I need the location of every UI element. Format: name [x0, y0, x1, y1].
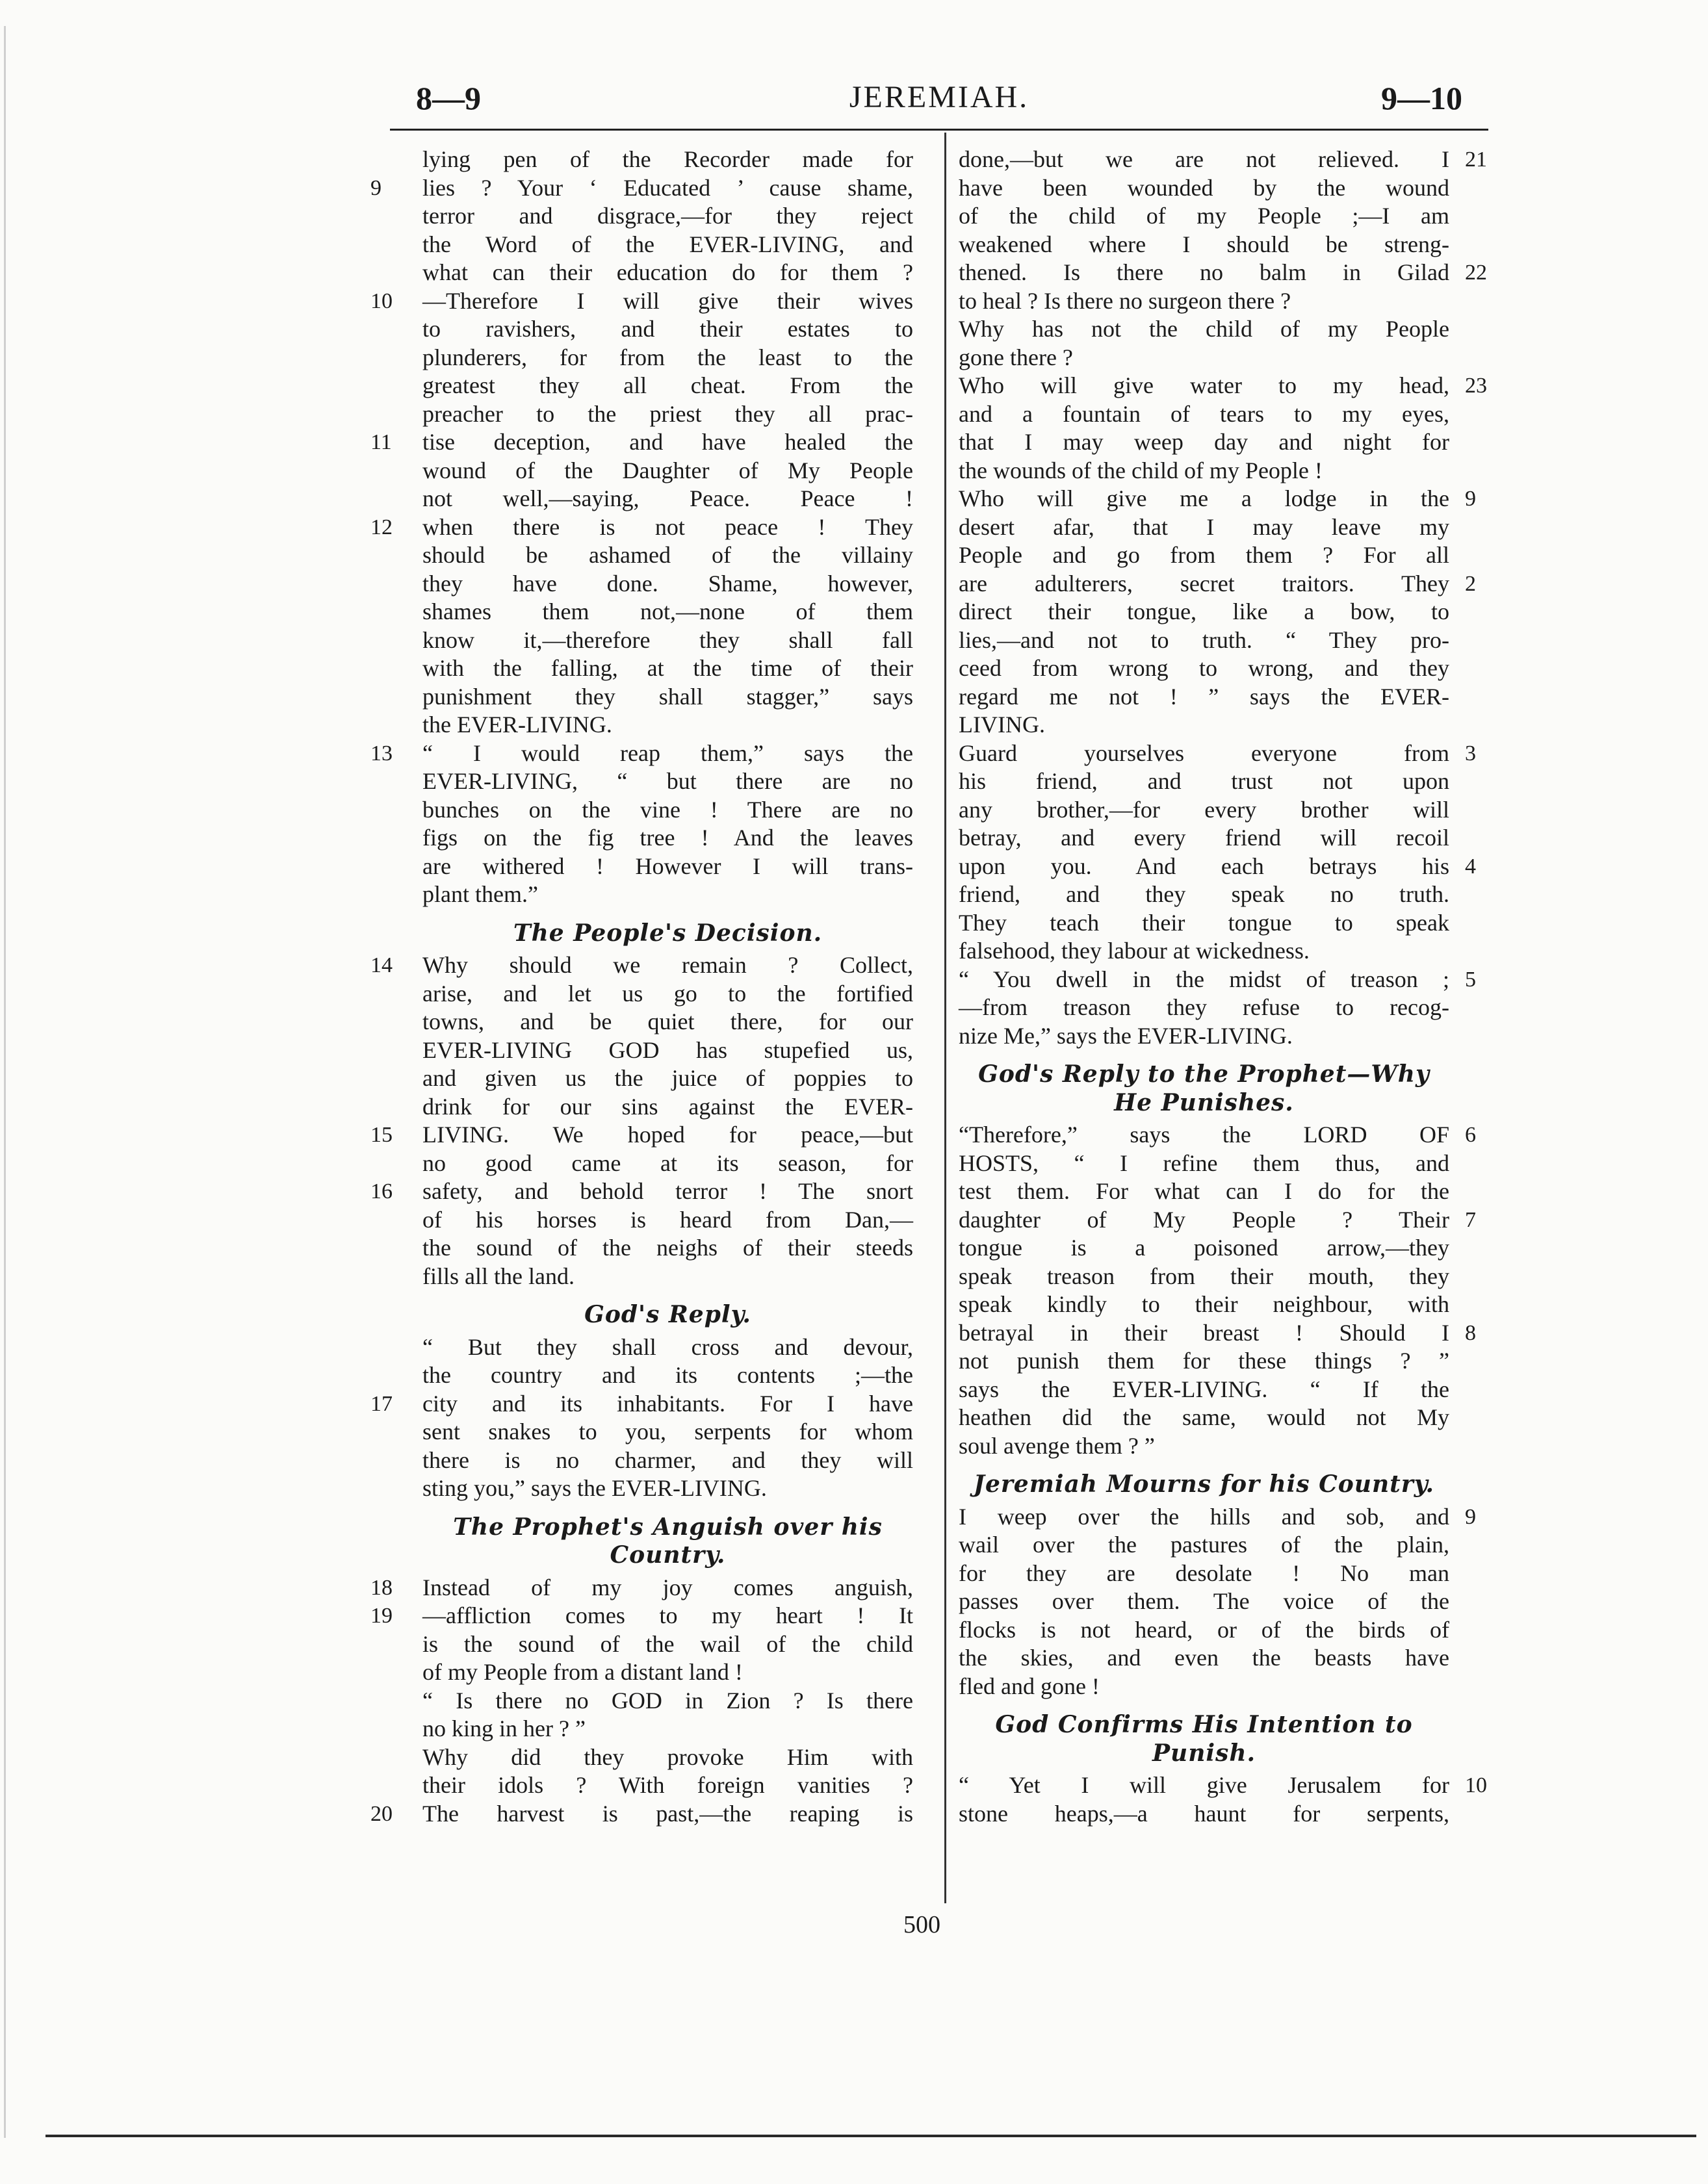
text-line	[422, 1474, 913, 1503]
text-line	[959, 202, 1449, 231]
text-line	[959, 400, 1449, 429]
line-text: wound of the Daughter of My People	[422, 457, 913, 483]
section-heading: The People's Decision.	[513, 919, 823, 947]
text-line	[422, 683, 913, 712]
line-text: is the sound of the wail of the child	[422, 1630, 913, 1657]
text-line	[959, 541, 1449, 570]
line-text: shames them not,—none of them	[422, 598, 913, 624]
line-text: for they are desolate ! No man	[959, 1560, 1449, 1586]
header-book-title: JEREMIAH.	[849, 80, 1029, 114]
line-text: the skies, and even the beasts have	[959, 1645, 1449, 1671]
line-text: regard me not ! ” says the EVER-	[959, 683, 1449, 710]
line-text: his friend, and trust not upon	[959, 768, 1449, 794]
verse-number: 19	[370, 1604, 393, 1628]
right-text-block-b	[959, 1121, 1476, 1460]
line-text: stone heaps,—a haunt for serpents,	[959, 1800, 1449, 1827]
text-line	[422, 711, 913, 739]
text-line	[959, 1404, 1449, 1432]
text-line	[422, 1715, 913, 1743]
left-text-block-a	[370, 146, 913, 909]
text-line	[370, 1574, 913, 1602]
text-line	[959, 1503, 1476, 1532]
line-text: to heal ? Is there no surgeon there ?	[959, 287, 1291, 314]
text-line	[959, 1206, 1476, 1235]
running-header	[390, 79, 1488, 125]
line-text: punishment they shall stagger,” says	[422, 683, 913, 710]
text-line	[959, 767, 1449, 796]
text-line	[959, 853, 1476, 881]
text-line	[959, 1800, 1449, 1829]
line-text: Why has not the child of my People	[959, 316, 1449, 342]
text-line	[422, 1036, 913, 1065]
text-line	[959, 1644, 1449, 1673]
text-line	[959, 1531, 1449, 1560]
text-line	[422, 202, 913, 231]
verse-number: 12	[370, 515, 393, 539]
verse-number: 11	[370, 430, 392, 454]
text-line	[422, 146, 913, 174]
text-line	[959, 1616, 1449, 1645]
line-text: Why should we remain ? Collect,	[422, 952, 913, 978]
text-line	[370, 1177, 913, 1206]
line-text: of his horses is heard from Dan,—	[422, 1206, 913, 1233]
text-line	[959, 1263, 1449, 1291]
text-line	[422, 796, 913, 825]
line-text: lying pen of the Recorder made for	[422, 146, 913, 172]
line-text: of the child of my People ;—I am	[959, 203, 1449, 229]
text-line	[422, 1008, 913, 1036]
line-text: upon you. And each betrays his	[959, 853, 1449, 879]
verse-number: 7	[1465, 1207, 1476, 1232]
line-text: desert afar, that I may leave my	[959, 513, 1449, 540]
text-line	[370, 739, 913, 768]
text-line	[959, 796, 1449, 825]
text-line	[959, 457, 1449, 485]
line-text: are adulterers, secret traitors. They	[959, 570, 1449, 597]
line-text: “ But they shall cross and devour,	[422, 1333, 913, 1360]
text-line	[422, 1150, 913, 1178]
text-line	[959, 146, 1487, 174]
line-text: towns, and be quiet there, for our	[422, 1008, 913, 1034]
verse-number: 6	[1465, 1123, 1476, 1147]
text-line	[959, 824, 1449, 853]
text-line	[959, 909, 1449, 938]
text-line	[370, 174, 913, 203]
text-line	[370, 513, 913, 542]
text-line	[959, 1347, 1449, 1376]
left-column	[370, 146, 913, 1828]
text-line	[959, 654, 1449, 683]
text-line	[422, 1687, 913, 1715]
line-text: “ Yet I will give Jerusalem for	[959, 1772, 1449, 1798]
text-line	[422, 1658, 913, 1687]
left-text-block-b	[370, 951, 913, 1291]
header-chapter-left: 8—9	[416, 80, 481, 116]
text-line	[959, 739, 1476, 768]
text-line	[959, 1587, 1449, 1616]
text-line	[422, 1771, 913, 1800]
line-text: lies ? Your ‘ Educated ’ cause shame,	[422, 174, 913, 201]
section-heading: God's Reply.	[584, 1301, 751, 1328]
text-line	[422, 1093, 913, 1122]
line-text: and a fountain of tears to my eyes,	[959, 400, 1449, 427]
text-line	[422, 1418, 913, 1446]
line-text: The harvest is past,—the reaping is	[422, 1800, 913, 1827]
verse-number: 9	[1465, 1504, 1476, 1529]
left-text-block-c	[370, 1333, 913, 1503]
line-text: of my People from a distant land !	[422, 1659, 743, 1685]
section-heading: God Confirms His Intention to	[995, 1711, 1413, 1738]
line-text: should be ashamed of the villainy	[422, 542, 913, 568]
text-line	[959, 1022, 1449, 1051]
text-line	[370, 428, 913, 457]
line-text: done,—but we are not relieved. I	[959, 146, 1449, 172]
text-line	[959, 1673, 1449, 1701]
text-line	[422, 570, 913, 598]
line-text: to ravishers, and their estates to	[422, 316, 913, 342]
line-text: betrayal in their breast ! Should I	[959, 1319, 1449, 1346]
section-heading: Jeremiah Mourns for his Country.	[973, 1471, 1435, 1498]
line-text: direct their tongue, like a bow, to	[959, 598, 1449, 624]
line-text: test them. For what can I do for the	[959, 1178, 1449, 1204]
line-text: says the EVER-LIVING. “ If the	[959, 1376, 1449, 1402]
header-rule	[390, 129, 1488, 131]
line-text: fills all the land.	[422, 1263, 575, 1289]
text-line	[959, 513, 1449, 542]
text-line	[422, 1234, 913, 1263]
line-text: fled and gone !	[959, 1673, 1100, 1699]
line-text: not punish them for these things ? ”	[959, 1348, 1449, 1374]
text-line	[370, 1602, 913, 1630]
section-heading-continued: Punish.	[1152, 1739, 1256, 1767]
section-heading: God's Reply to the Prophet—Why	[978, 1060, 1430, 1088]
text-line	[422, 344, 913, 372]
text-line	[422, 980, 913, 1008]
line-text: weakened where I should be streng-	[959, 231, 1449, 257]
right-text-block-d	[959, 1771, 1487, 1828]
line-text: plant them.”	[422, 881, 538, 907]
text-line	[959, 1291, 1449, 1319]
line-text: city and its inhabitants. For I have	[422, 1390, 913, 1417]
header-chapter-right: 9—10	[1381, 80, 1462, 116]
text-line	[422, 1361, 913, 1390]
verse-number: 4	[1465, 854, 1476, 879]
text-line	[422, 541, 913, 570]
line-text: —Therefore I will give their wives	[422, 287, 913, 314]
line-text: Who will give water to my head,	[959, 372, 1449, 398]
verse-number: 15	[370, 1123, 393, 1147]
line-text: Guard yourselves everyone from	[959, 739, 1449, 766]
line-text: Instead of my joy comes anguish,	[422, 1574, 913, 1600]
line-text: heathen did the same, would not My	[959, 1404, 1449, 1430]
line-text: safety, and behold terror ! The snort	[422, 1178, 913, 1204]
line-text: tise deception, and have healed the	[422, 429, 913, 455]
line-text: that I may weep day and night for	[959, 429, 1449, 455]
verse-number: 18	[370, 1575, 393, 1600]
text-line	[959, 259, 1487, 287]
text-line	[959, 626, 1449, 655]
text-line	[959, 1150, 1449, 1178]
line-text: bunches on the vine ! There are no	[422, 796, 913, 823]
text-line	[959, 711, 1449, 739]
text-line	[422, 372, 913, 400]
line-text: sting you,” says the EVER-LIVING.	[422, 1475, 767, 1501]
line-text: They teach their tongue to speak	[959, 909, 1449, 936]
line-text: EVER-LIVING, “ but there are no	[422, 768, 913, 794]
line-text: daughter of My People ? Their	[959, 1206, 1449, 1233]
line-text: passes over them. The voice of the	[959, 1588, 1449, 1614]
text-line	[959, 937, 1449, 966]
text-line	[370, 1121, 913, 1150]
line-text: the country and its contents ;—the	[422, 1362, 913, 1388]
text-line	[959, 372, 1487, 400]
line-text: drink for our sins against the EVER-	[422, 1093, 913, 1120]
text-line	[422, 315, 913, 344]
text-line	[959, 1560, 1449, 1588]
line-text: sent snakes to you, serpents for whom	[422, 1419, 913, 1445]
text-line	[959, 344, 1449, 372]
verse-number: 13	[370, 741, 393, 765]
line-text: falsehood, they labour at wickedness.	[959, 938, 1310, 964]
verse-number: 2	[1465, 571, 1476, 596]
text-line	[959, 428, 1449, 457]
text-line	[370, 1390, 913, 1419]
line-text: “Therefore,” says the LORD OF	[959, 1122, 1449, 1148]
section-heading: The Prophet's Anguish over his	[453, 1513, 883, 1541]
column-divider	[944, 133, 946, 1903]
text-line	[422, 1333, 913, 1362]
text-line	[422, 485, 913, 513]
line-text: figs on the fig tree ! And the leaves	[422, 825, 913, 851]
text-line	[959, 485, 1476, 513]
text-line	[422, 1743, 913, 1772]
text-line	[422, 654, 913, 683]
line-text: People and go from them ? For all	[959, 542, 1449, 568]
left-text-block-d	[370, 1574, 913, 1829]
line-text: terror and disgrace,—for they reject	[422, 203, 913, 229]
line-text: speak treason from their mouth, they	[959, 1263, 1449, 1289]
text-line	[959, 598, 1449, 626]
scan-edge	[4, 26, 6, 2138]
text-line	[422, 767, 913, 796]
section-heading-continued: He Punishes.	[1114, 1088, 1294, 1116]
text-line	[959, 966, 1476, 994]
text-line	[422, 824, 913, 853]
text-line	[959, 1771, 1487, 1800]
verse-number: 3	[1465, 741, 1476, 765]
line-text: they have done. Shame, however,	[422, 570, 913, 597]
verse-number: 20	[370, 1801, 393, 1826]
line-text: tongue is a poisoned arrow,—they	[959, 1235, 1449, 1261]
line-text: Why did they provoke Him with	[422, 1743, 913, 1770]
text-line	[370, 1800, 913, 1829]
line-text: gone there ?	[959, 344, 1073, 370]
line-text: LIVING.	[959, 712, 1045, 738]
line-text: know it,—therefore they shall fall	[422, 626, 913, 653]
text-line	[422, 400, 913, 429]
line-text: flocks is not heard, or of the birds of	[959, 1616, 1449, 1643]
text-line	[959, 1432, 1449, 1461]
page-number: 500	[903, 1911, 940, 1938]
text-line	[959, 994, 1449, 1022]
line-text: soul avenge them ? ”	[959, 1432, 1155, 1459]
line-text: not well,—saying, Peace. Peace !	[422, 485, 913, 511]
text-line	[959, 570, 1476, 598]
line-text: I weep over the hills and sob, and	[959, 1503, 1449, 1530]
line-text: their idols ? With foreign vanities ?	[422, 1772, 913, 1798]
right-text-block-a	[959, 146, 1487, 1050]
text-line	[959, 1121, 1476, 1150]
line-text: there is no charmer, and they will	[422, 1446, 913, 1473]
line-text: nize Me,” says the EVER-LIVING.	[959, 1022, 1293, 1049]
verse-number: 23	[1465, 374, 1487, 398]
line-text: speak kindly to their neighbour, with	[959, 1291, 1449, 1317]
line-text: when there is not peace ! They	[422, 513, 913, 540]
line-text: with the falling, at the time of their	[422, 655, 913, 681]
text-line	[422, 457, 913, 485]
verse-number: 10	[1465, 1773, 1487, 1797]
verse-number: 21	[1465, 148, 1487, 172]
text-line	[959, 1319, 1476, 1348]
verse-number: 17	[370, 1391, 393, 1416]
verse-number: 8	[1465, 1320, 1476, 1345]
line-text: plunderers, for from the least to the	[422, 344, 913, 370]
verse-number: 16	[370, 1179, 393, 1203]
line-text: any brother,—for every brother will	[959, 796, 1449, 823]
text-line	[422, 1446, 913, 1475]
verse-number: 5	[1465, 967, 1476, 992]
text-line	[422, 598, 913, 626]
line-text: ceed from wrong to wrong, and they	[959, 655, 1449, 681]
right-column	[959, 146, 1487, 1828]
text-line	[422, 880, 913, 909]
text-line	[959, 880, 1449, 909]
text-line	[370, 287, 913, 316]
line-text: EVER-LIVING GOD has stupefied us,	[422, 1036, 913, 1063]
text-line	[959, 287, 1449, 316]
section-heading-continued: Country.	[610, 1541, 726, 1569]
line-text: HOSTS, “ I refine them thus, and	[959, 1150, 1449, 1176]
line-text: —from treason they refuse to recog-	[959, 994, 1449, 1020]
line-text: what can their education do for them ?	[422, 259, 913, 285]
line-text: the EVER-LIVING.	[422, 712, 612, 738]
text-line	[959, 174, 1449, 203]
line-text: LIVING. We hoped for peace,—but	[422, 1122, 913, 1148]
line-text: Who will give me a lodge in the	[959, 485, 1449, 511]
line-text: lies,—and not to truth. “ They pro-	[959, 626, 1449, 653]
line-text: no good came at its season, for	[422, 1150, 913, 1176]
line-text: —affliction comes to my heart ! It	[422, 1602, 913, 1628]
verse-number: 9	[1465, 487, 1476, 511]
text-line	[959, 683, 1449, 712]
line-text: betray, and every friend will recoil	[959, 825, 1449, 851]
text-line	[422, 1630, 913, 1659]
line-text: and given us the juice of poppies to	[422, 1065, 913, 1091]
verse-number: 10	[370, 289, 393, 313]
line-text: “ Is there no GOD in Zion ? Is there	[422, 1687, 913, 1714]
text-line	[959, 1376, 1449, 1404]
verse-number: 9	[370, 175, 382, 200]
text-line	[422, 1064, 913, 1093]
text-line	[422, 1206, 913, 1235]
line-text: greatest they all cheat. From the	[422, 372, 913, 398]
scan-bottom-edge	[45, 2135, 1696, 2137]
text-line	[422, 1263, 913, 1291]
verse-number: 22	[1465, 261, 1487, 285]
line-text: wail over the pastures of the plain,	[959, 1532, 1449, 1558]
line-text: “ You dwell in the midst of treason ;	[959, 966, 1449, 992]
text-line	[422, 626, 913, 655]
line-text: preacher to the priest they all prac-	[422, 400, 913, 427]
text-line	[422, 259, 913, 287]
line-text: friend, and they speak no truth.	[959, 881, 1449, 907]
line-text: arise, and let us go to the fortified	[422, 980, 913, 1007]
line-text: the wounds of the child of my People !	[959, 457, 1323, 483]
text-line	[959, 231, 1449, 259]
line-text: the sound of the neighs of their steeds	[422, 1235, 913, 1261]
right-text-block-c	[959, 1503, 1476, 1701]
line-text: no king in her ? ”	[422, 1715, 586, 1741]
text-line	[370, 951, 913, 980]
line-text: “ I would reap them,” says the	[422, 739, 913, 766]
text-line	[959, 1234, 1449, 1263]
line-text: have been wounded by the wound	[959, 174, 1449, 201]
line-text: the Word of the EVER-LIVING, and	[422, 231, 913, 257]
text-line	[422, 853, 913, 881]
text-line	[959, 315, 1449, 344]
text-line	[959, 1177, 1449, 1206]
verse-number: 14	[370, 953, 393, 977]
line-text: thened. Is there no balm in Gilad	[959, 259, 1449, 285]
text-line	[422, 231, 913, 259]
line-text: are withered ! However I will trans-	[422, 853, 913, 879]
